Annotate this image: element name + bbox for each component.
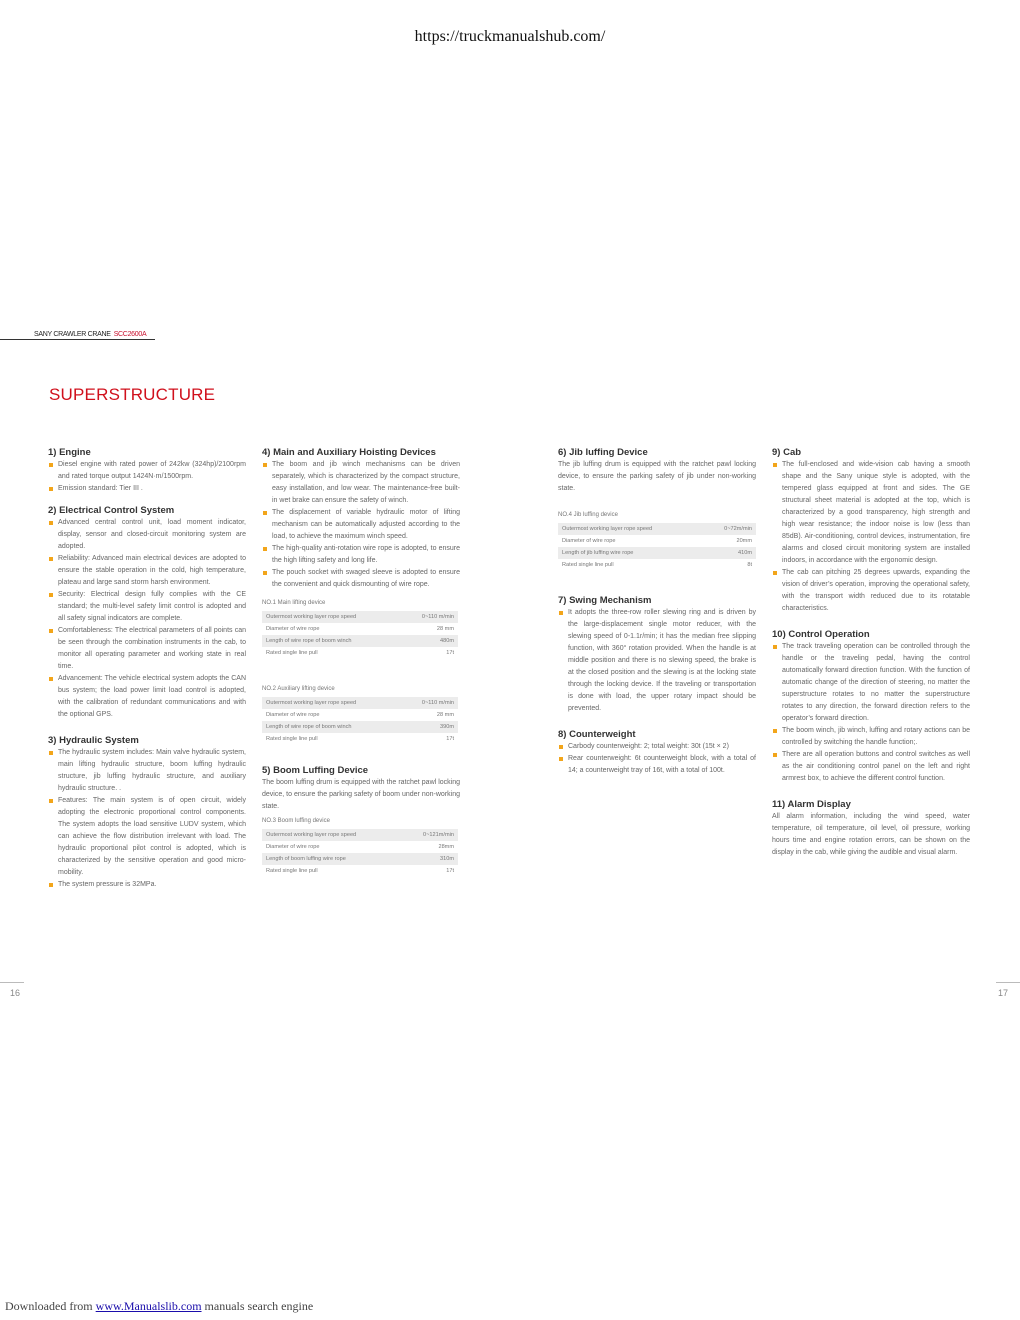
table-caption: NO.3 Boom luffing device (262, 818, 330, 824)
electrical-heading: 2) Electrical Control System (48, 505, 175, 516)
brand-line (34, 331, 146, 338)
list-item: Emission standard: Tier III . (48, 483, 246, 495)
page-number-left: 16 (10, 988, 21, 998)
list-item: The displacement of variable hydraulic motor of lifting mechanism can be automatically adjusted according to the load, to achieve the maximum winch speed. (262, 507, 460, 543)
hoisting-list (262, 459, 460, 591)
list-item: Carbody counterweight: 2; total weight: 30t (15t × 2) (558, 741, 756, 753)
table-row: Rated single line pull 17t (266, 868, 454, 874)
electrical-list (48, 517, 246, 721)
jib-luffing-table (558, 523, 756, 571)
table-row: Outermost working layer rope speed 0~110 m/min (262, 697, 458, 709)
table-row: Diameter of wire rope 28 mm (266, 626, 454, 632)
table-row: Rated single line pull 17t (266, 736, 454, 742)
column-1 (48, 447, 246, 891)
page-rule-left (0, 982, 24, 983)
list-item: Rear counterweight: 6t counterweight block, with a total of 14; a counterweight tray of 16t, with a total of 100t. (558, 753, 756, 777)
boom-luffing-table (262, 829, 458, 877)
brand-rule (0, 339, 155, 340)
table-caption: NO.2 Auxiliary lifting device (262, 686, 335, 692)
list-item: The hydraulic system includes: Main valve hydraulic system, main lifting hydraulic structure, boom luffing hydraulic structure, jib luffing hydraulic structure, and auxiliary hydraulic structure. . (48, 747, 246, 795)
table-row: Diameter of wire rope 28 mm (266, 712, 454, 718)
table-row: Rated single line pull 17t (266, 650, 454, 656)
swing-list (558, 607, 756, 715)
list-item: Advanced central control unit, load moment indicator, display, sensor and closed-circuit monitoring system are adopted. (48, 517, 246, 553)
table-row: Length of wire rope of boom winch 390m (262, 721, 458, 733)
swing-heading: 7) Swing Mechanism (558, 595, 652, 606)
boom-luffing-heading: 5) Boom Luffing Device (262, 765, 369, 776)
list-item: Advancement: The vehicle electrical system adopts the CAN bus system; the load power limit load control is adopted, with the calibration of redundant communications and with the optional GPS. (48, 673, 246, 721)
alarm-text: All alarm information, including the wind speed, water temperature, oil temperature, oil level, oil pressure, working hours time and engine rotation errors, can be shown on the display in the cab, while giving the audible and visual alarm. (772, 813, 970, 856)
alarm-heading: 11) Alarm Display (772, 799, 851, 810)
list-item: Comfortableness: The electrical parameters of all points can be seen through the combination instruments in the cab, to monitor all operating parameter and working state in real time. (48, 625, 246, 673)
counterweight-heading: 8) Counterweight (558, 729, 636, 740)
list-item: Diesel engine with rated power of 242kw (324hp)/2100rpm and rated torque output 1424N·m/1500rpm. (48, 459, 246, 483)
hydraulic-heading: 3) Hydraulic System (48, 735, 139, 746)
engine-heading: 1) Engine (48, 447, 91, 458)
engine-list (48, 459, 246, 495)
main-lifting-table (262, 611, 458, 659)
table-row: Outermost working layer rope speed 0~110 m/min (262, 611, 458, 623)
list-item: It adopts the three-row roller slewing ring and is driven by the large-displacement single motor reducer, with the slewing speed of 0-1.1r/min; it has the median free slipping function, with 360° rotation provided. When the handle is at middle position and there is no slewing speed, the brake is at the closed position and the slewing is at the locking state through the locking device. If the traveling or transportation is done with load, the upper rotary impact should be prevented. (558, 607, 756, 715)
column-2 (262, 447, 460, 877)
table-row: Length of boom luffing wire rope 310m (262, 853, 458, 865)
footer-prefix: Downloaded from (5, 1299, 96, 1313)
table-row: Diameter of wire rope 28mm (266, 844, 454, 850)
list-item: The high-quality anti-rotation wire rope is adopted, to ensure the high lifting safety and long life. (262, 543, 460, 567)
list-item: The track traveling operation can be controlled through the handle or the traveling pedal, having the control automatically forward direction function. With the function of automatic change of the direction of steering, no matter the superstructure rotates to no matter the superstructure rotates to any direction, the forward direction refers to the operator’s forward direction. (772, 641, 970, 725)
table-caption: NO.1 Main lifting device (262, 600, 326, 606)
jib-luffing-heading: 6) Jib luffing Device (558, 447, 648, 458)
list-item: Features: The main system is of open circuit, widely adopting the electronic proportional control components. The system adopts the load sensitive LUDV system, which can achieve the flow distribution irrelevant with load. The hydraulic proportional pilot control is adopted, which is characterized by the sensitive operation and good micro-mobility. (48, 795, 246, 879)
table-row: Diameter of wire rope 20mm (562, 538, 752, 544)
table-row: Rated single line pull 8t (562, 562, 752, 568)
table-row: Outermost working layer rope speed 0~72m/min (558, 523, 756, 535)
list-item: The boom winch, jib winch, luffing and rotary actions can be controlled by switching the handle function;. (772, 725, 970, 749)
boom-luffing-text: The boom luffing drum is equipped with the ratchet pawl locking device, to ensure the parking safety of boom under non-working state. (262, 779, 460, 810)
list-item: Reliability: Advanced main electrical devices are adopted to ensure the stable operation in the cold, high temperature, plateau and large sand storm harsh environment. (48, 553, 246, 589)
list-item: The pouch socket with swaged sleeve is adopted to ensure the convenient and quick dismounting of wire rope. (262, 567, 460, 591)
table-caption: NO.4 Jib luffing device (558, 512, 618, 518)
column-4 (772, 447, 970, 859)
counterweight-list (558, 741, 756, 777)
page-number-right: 17 (998, 988, 1009, 998)
control-heading: 10) Control Operation (772, 629, 870, 640)
table-row: Length of wire rope of boom winch 480m (262, 635, 458, 647)
hydraulic-list (48, 747, 246, 891)
manualslib-link[interactable]: www.Manualslib.com (95, 1299, 202, 1313)
table-row: Length of jib luffing wire rope 410m (558, 547, 756, 559)
page-rule-right (996, 982, 1020, 983)
footer (5, 1299, 313, 1314)
list-item: The system pressure is 32MPa. (48, 879, 246, 891)
aux-lifting-table (262, 697, 458, 745)
jib-luffing-text: The jib luffing drum is equipped with the ratchet pawl locking device, to ensure the parking safety of jib under non-working state. (558, 461, 756, 492)
list-item: The cab can pitching 25 degrees upwards, expanding the vision of driver’s operation, improving the operational safety, with the transport width reduced due to its rotatable characteristics. (772, 567, 970, 615)
cab-list (772, 459, 970, 615)
list-item: Security: Electrical design fully complies with the CE standard; the multi-level safety limit control is adopted and all safety signal indicators are complete. (48, 589, 246, 625)
control-list (772, 641, 970, 785)
header-url: https://truckmanualshub.com/ (414, 28, 606, 45)
list-item: There are all operation buttons and control switches as well as the air conditioning control panel on the left and right armrest box, to achieve the different control function. (772, 749, 970, 785)
list-item: The boom and jib winch mechanisms can be driven separately, which is characterized by the compact structure, easy installation, and low wear. The maintenance-free built-in wet brake can ensure the safety of winch. (262, 459, 460, 507)
brand-model: SCC2600A (113, 331, 147, 338)
hoisting-heading: 4) Main and Auxiliary Hoisting Devices (262, 447, 436, 458)
section-title: SUPERSTRUCTURE (49, 385, 216, 404)
brand-name: SANY CRAWLER CRANE (34, 331, 111, 338)
column-3 (558, 447, 756, 777)
cab-heading: 9) Cab (772, 447, 802, 458)
footer-suffix: manuals search engine (201, 1299, 314, 1313)
table-row: Outermost working layer rope speed 0~121m/min (262, 829, 458, 841)
list-item: The full-enclosed and wide-vision cab having a smooth shape and the Sany unique style is adopted, with the tempered glass equipped at front and sides. The GE structural sheet material is adopted at the top, which is characterized by a good transparency, high strength and high wear resistance; the indoor noise is low (less than 85dB). Air-conditioning, control devices, instrumentation, fire alarms and closed circuit monitoring system are installed indoors, in accordance with the ergonomic design. (772, 459, 970, 567)
